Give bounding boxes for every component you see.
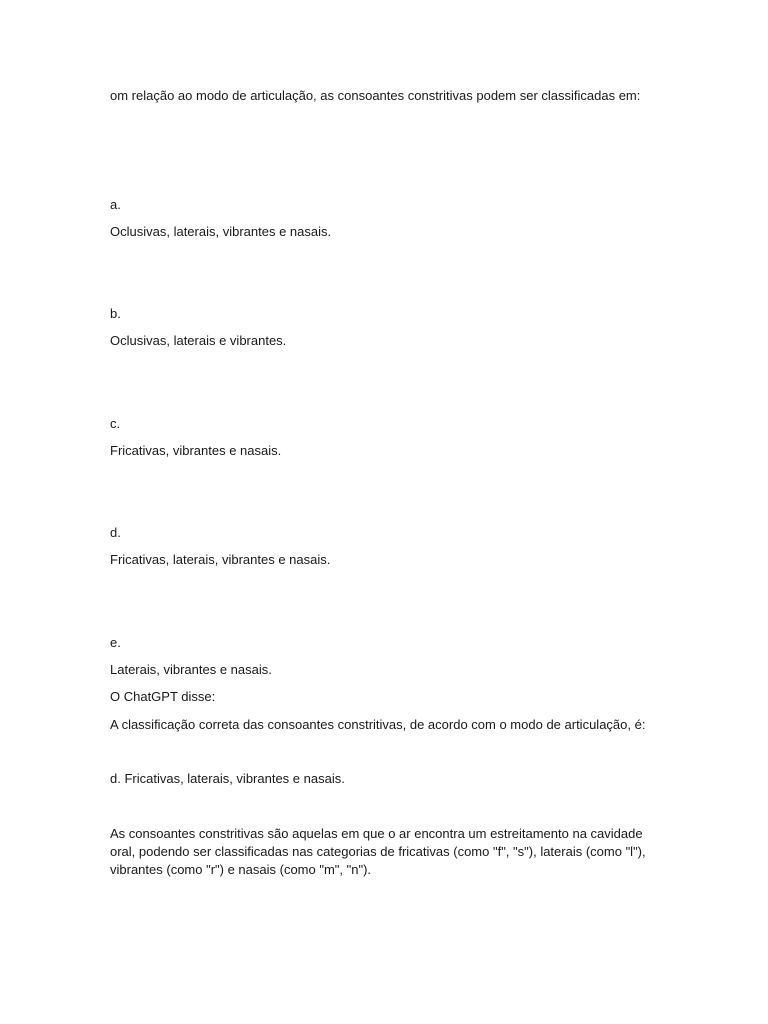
answer-intro: A classificação correta das consoantes constritivas, de acordo com o modo de articulação, é: — [110, 717, 646, 732]
answer-speaker: O ChatGPT disse: — [110, 689, 216, 704]
option-b-text: Oclusivas, laterais e vibrantes. — [110, 333, 287, 348]
question-text: om relação ao modo de articulação, as consoantes constritivas podem ser classificadas em: — [110, 88, 641, 103]
option-c-letter: c. — [110, 416, 121, 431]
explanation-line-3: vibrantes (como "r") e nasais (como "m", "n"). — [110, 862, 372, 877]
option-e-letter: e. — [110, 635, 121, 650]
explanation-line-2: oral, podendo ser classificadas nas categorias de fricativas (como "f", "s"), laterais (como "l"), — [110, 844, 646, 859]
option-e-text: Laterais, vibrantes e nasais. — [110, 662, 272, 677]
option-b-letter: b. — [110, 306, 121, 321]
explanation-line-1: As consoantes constritivas são aquelas em que o ar encontra um estreitamento na cavidade — [110, 826, 643, 841]
option-d-letter: d. — [110, 525, 121, 540]
option-a-text: Oclusivas, laterais, vibrantes e nasais. — [110, 224, 332, 239]
option-d-text: Fricativas, laterais, vibrantes e nasais. — [110, 552, 331, 567]
option-a-letter: a. — [110, 197, 121, 212]
answer-choice: d. Fricativas, laterais, vibrantes e nasais. — [110, 771, 345, 786]
option-c-text: Fricativas, vibrantes e nasais. — [110, 443, 282, 458]
